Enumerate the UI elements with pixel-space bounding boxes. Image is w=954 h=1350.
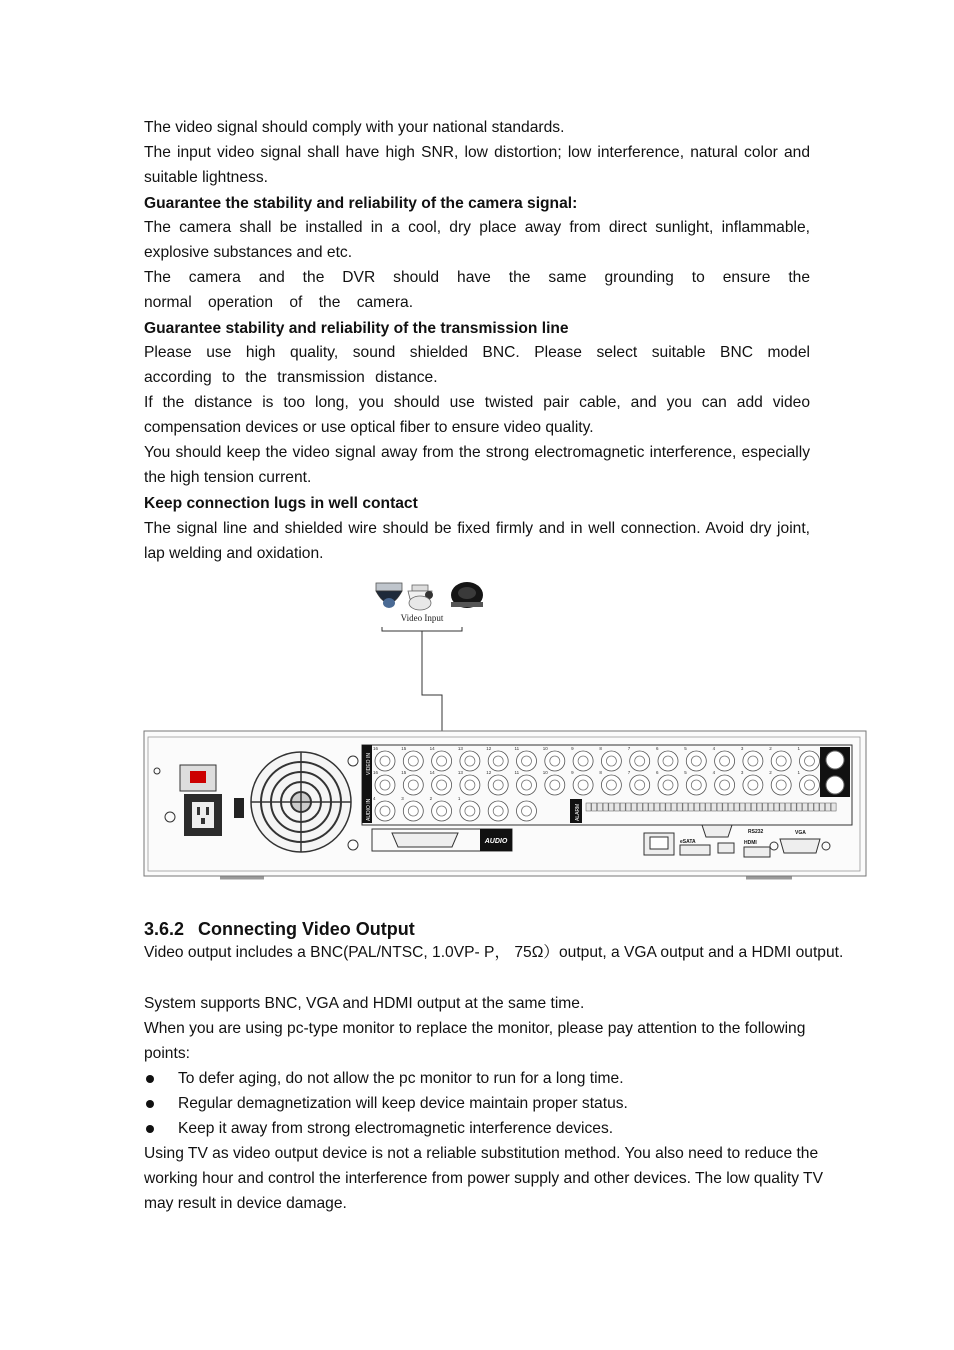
alarm-terminal (660, 803, 665, 811)
paragraph: The camera shall be installed in a cool, dry place away from direct sunlight, inflammable, explosive substances and etc. (144, 219, 810, 261)
channel-number: 14 (429, 770, 435, 775)
bnc-connector (630, 775, 650, 795)
bnc-connector (800, 775, 820, 795)
audio-label: AUDIO (484, 838, 508, 845)
alarm-terminal (592, 803, 597, 811)
channel-number: 2 (429, 796, 433, 801)
paragraph: If the distance is too long, you should use twisted pair cable, and you can add video compensation devices or use optical fiber to ensure video quality. (144, 394, 810, 436)
list-item-text: To defer aging, do not allow the pc monitor to run for a long time. (178, 1070, 624, 1087)
channel-number: 4 (373, 796, 376, 801)
bnc-connector (375, 751, 395, 771)
channel-number: 1 (457, 796, 461, 801)
bnc-connector (460, 775, 480, 795)
fan-icon (251, 752, 351, 852)
alarm-terminal (786, 803, 791, 811)
channel-number: 5 (684, 746, 687, 751)
channel-number: 7 (627, 770, 631, 775)
hdmi-label: HDMI (744, 840, 757, 846)
section-number: 3.6.2 (144, 919, 185, 939)
alarm-terminal (729, 803, 734, 811)
video-input-label: Video Input (400, 613, 444, 623)
audio-in-label: AUDIO IN (366, 798, 372, 821)
channel-number: 8 (599, 770, 602, 775)
bnc-connector (800, 751, 820, 771)
alarm-terminal (808, 803, 813, 811)
alarm-terminal (666, 803, 671, 811)
alarm-terminal (757, 803, 762, 811)
alarm-terminal (632, 803, 637, 811)
bnc-connector (686, 751, 706, 771)
channel-number: 3 (740, 746, 744, 751)
alarm-terminal (694, 803, 699, 811)
alarm-terminal (740, 803, 745, 811)
channel-number: 10 (542, 770, 548, 775)
channel-number: 14 (429, 746, 435, 751)
subheading: Guarantee the stability and reliability of the camera signal: (144, 195, 578, 212)
bnc-connector (601, 751, 621, 771)
paragraph: The camera and the DVR should have the same grounding to ensure the normal operation of the camera. (144, 269, 810, 311)
alarm-terminal (820, 803, 825, 811)
channel-number: 12 (486, 770, 492, 775)
paragraph: The signal line and shielded wire should be fixed firmly and in well connection. Avoid dry joint, lap welding and oxidation. (144, 520, 810, 562)
bnc-connector (517, 751, 537, 771)
bnc-connector (545, 751, 565, 771)
bnc-connector (545, 775, 565, 795)
channel-number: 4 (712, 746, 716, 751)
bnc-connector (488, 801, 508, 821)
alarm-terminal (683, 803, 688, 811)
alarm-terminal (706, 803, 711, 811)
channel-number: 3 (740, 770, 744, 775)
alarm-terminal (734, 803, 739, 811)
channel-number: 8 (599, 746, 602, 751)
alarm-terminal (717, 803, 722, 811)
channel-number: 2 (769, 770, 772, 775)
channel-number: 13 (457, 770, 463, 775)
channel-number: 11 (514, 770, 520, 775)
alarm-label: ALARM (575, 803, 581, 821)
bnc-connector (715, 751, 735, 771)
alarm-terminal (791, 803, 796, 811)
bnc-connector (460, 751, 480, 771)
alarm-terminal (689, 803, 694, 811)
bnc-connector (630, 751, 650, 771)
bnc-connector (488, 751, 508, 771)
bnc-connector (771, 775, 791, 795)
bullet-icon (146, 1075, 154, 1083)
bullet-icon (146, 1100, 154, 1108)
section-title: Connecting Video Output (198, 919, 415, 939)
alarm-terminal (654, 803, 659, 811)
subheading: Keep connection lugs in well contact (144, 495, 418, 512)
channel-number: 11 (514, 746, 520, 751)
alarm-terminal (672, 803, 677, 811)
channel-number: 3 (401, 796, 404, 801)
channel-number: 5 (684, 770, 687, 775)
channel-number: 1 (797, 770, 801, 775)
bnc-connector (403, 775, 423, 795)
list-item-text: Regular demagnetization will keep device maintain proper status. (178, 1095, 628, 1112)
channel-number: 15 (401, 746, 407, 751)
paragraph: The input video signal shall have high SNR, low distortion; low interference, natural color and suitable lightness. (144, 144, 810, 186)
camera-icon (408, 585, 433, 610)
alarm-terminal (711, 803, 716, 811)
paragraph: When you are using pc-type monitor to replace the monitor, please pay attention to the following points: (144, 1020, 806, 1062)
bnc-connector (375, 801, 395, 821)
paragraph: System supports BNC, VGA and HDMI output at the same time. (144, 995, 585, 1012)
bnc-connector (573, 775, 593, 795)
alarm-terminal (825, 803, 830, 811)
alarm-terminal (780, 803, 785, 811)
subheading: Guarantee stability and reliability of the transmission line (144, 320, 569, 337)
channel-number: 4 (712, 770, 716, 775)
bnc-connector (488, 775, 508, 795)
alarm-terminal (723, 803, 728, 811)
channel-number: 9 (571, 746, 574, 751)
bnc-connector (686, 775, 706, 795)
alarm-terminal (643, 803, 648, 811)
alarm-terminal (603, 803, 608, 811)
channel-number: 16 (373, 746, 379, 751)
paragraph: Using TV as video output device is not a reliable substitution method. You also need to reduce the working hour and control the interference from power supply and other devices. The low quality TV may result in device damage. (144, 1145, 823, 1212)
channel-number: 6 (656, 746, 659, 751)
bnc-connector (573, 751, 593, 771)
alarm-terminal (649, 803, 654, 811)
alarm-terminal (609, 803, 614, 811)
paragraph: Video output includes a BNC(PAL/NTSC, 1.0VP- P， 75Ω）output, a VGA output and a HDMI output. (144, 944, 844, 961)
alarm-terminal (831, 803, 836, 811)
channel-number: 6 (656, 770, 659, 775)
channel-number: 1 (797, 746, 801, 751)
alarm-terminal (677, 803, 682, 811)
esata-label: eSATA (680, 839, 696, 845)
video-in-label: VIDEO IN (366, 753, 372, 775)
dvr-connection-figure (140, 575, 874, 885)
channel-number: 16 (373, 770, 379, 775)
vga-label: VGA (795, 830, 806, 836)
bullet-icon (146, 1125, 154, 1133)
alarm-terminal (597, 803, 602, 811)
bnc-connector (658, 775, 678, 795)
alarm-terminal (620, 803, 625, 811)
paragraph: Please use high quality, sound shielded BNC. Please select suitable BNC model according to the transmission distance. (144, 344, 810, 386)
bnc-connector (517, 775, 537, 795)
alarm-terminal (768, 803, 773, 811)
bnc-connector (743, 751, 763, 771)
alarm-terminal (797, 803, 802, 811)
camera-icon (376, 583, 402, 608)
alarm-terminal (615, 803, 620, 811)
channel-number: 9 (571, 770, 574, 775)
bnc-connector (403, 751, 423, 771)
bnc-connector (658, 751, 678, 771)
alarm-terminal (626, 803, 631, 811)
channel-number: 2 (769, 746, 772, 751)
paragraph: You should keep the video signal away from the strong electromagnetic interference, especially the high tension current. (144, 444, 810, 486)
channel-number: 7 (627, 746, 631, 751)
bnc-connector (432, 751, 452, 771)
bnc-connector (432, 775, 452, 795)
bnc-connector (601, 775, 621, 795)
alarm-terminal (763, 803, 768, 811)
channel-number: 15 (401, 770, 407, 775)
bnc-connector (771, 751, 791, 771)
bnc-connector (517, 801, 537, 821)
alarm-terminal (803, 803, 808, 811)
bnc-connector (743, 775, 763, 795)
alarm-terminal (751, 803, 756, 811)
paragraph: The video signal should comply with your national standards. (144, 119, 565, 136)
channel-number: 13 (457, 746, 463, 751)
bnc-connector (715, 775, 735, 795)
alarm-terminal (814, 803, 819, 811)
bnc-connector (375, 775, 395, 795)
camera-icon (451, 582, 483, 608)
channel-number: 10 (542, 746, 548, 751)
bnc-connector (432, 801, 452, 821)
section-heading (144, 916, 415, 942)
list-item-text: Keep it away from strong electromagnetic interference devices. (178, 1120, 614, 1137)
alarm-terminal (746, 803, 751, 811)
alarm-terminal (637, 803, 642, 811)
alarm-terminal (774, 803, 779, 811)
bnc-connector (460, 801, 480, 821)
alarm-terminal (700, 803, 705, 811)
rs232-label: RS232 (748, 829, 764, 835)
bnc-connector (403, 801, 423, 821)
alarm-terminal (586, 803, 591, 811)
channel-number: 12 (486, 746, 492, 751)
